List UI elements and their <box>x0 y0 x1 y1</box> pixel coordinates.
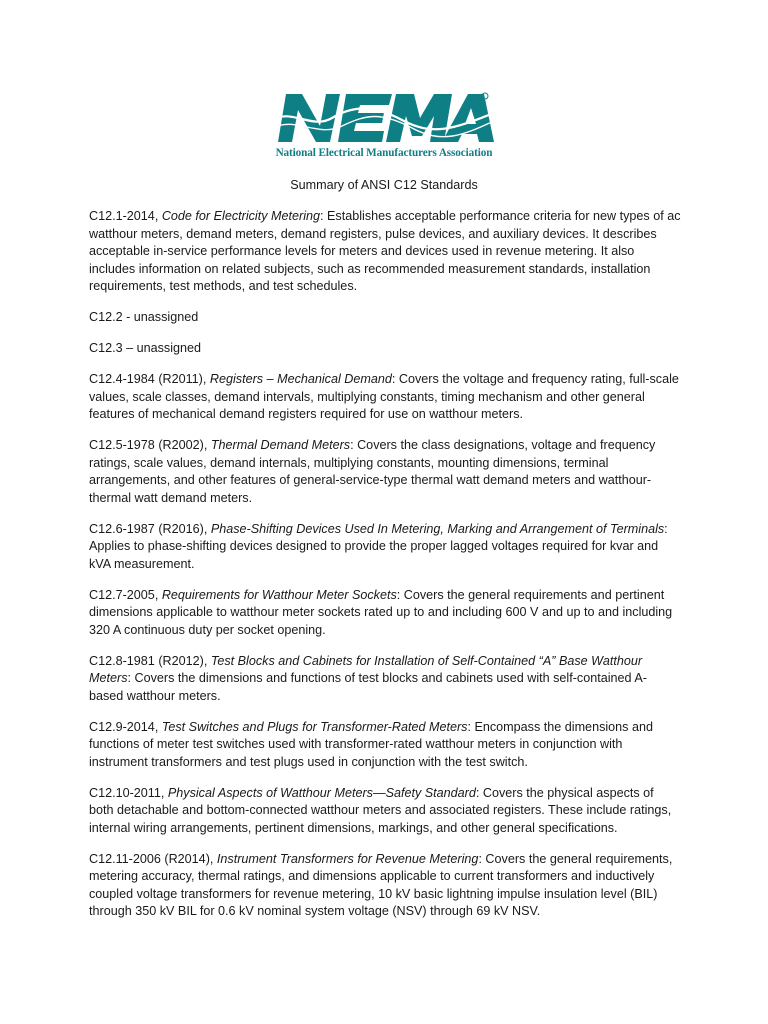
standard-description: : Establishes acceptable performance criteria for new types of ac watthour meters, demand meters, demand registers, pulse devices, and auxiliary devices. It describes acceptable in-service performance levels for meters and devices used in revenue metering. It also includes information on related subjects, such as recommended measurement standards, installation requirements, test methods, and test schedules. <box>89 209 681 293</box>
standard-description: : Applies to phase-shifting devices designed to provide the proper lagged voltages required for kvar and kVA measurement. <box>89 521 668 571</box>
standard-name: Test Switches and Plugs for Transformer-Rated Meters <box>161 719 468 734</box>
standard-entry <box>89 309 681 327</box>
standard-entry <box>89 208 681 296</box>
standards-list <box>89 208 681 934</box>
standard-description: : Covers the class designations, voltage and frequency ratings, scale values, demand internals, multiplying constants, mounting dimensions, terminal arrangements, and other features of general-service-type thermal watt demand meters and watthour-thermal watt demand meters. <box>89 438 656 505</box>
standard-description: : Covers the general requirements and pertinent dimensions applicable to watthour meter sockets rated up to and including 600 V and up to and including 320 A continuous duty per socket opening. <box>89 587 673 637</box>
standard-description: : Covers the dimensions and functions of test blocks and cabinets used with self-contained A-based watthour meters. <box>89 671 647 703</box>
standard-code: C12.4-1984 (R2011), <box>89 372 210 386</box>
standard-code: C12.3 – unassigned <box>89 341 202 355</box>
standard-code: C12.7-2005, <box>89 587 162 602</box>
standard-code: C12.1-2014, <box>89 209 162 223</box>
standard-code: C12.10-2011, <box>89 785 168 800</box>
standard-entry <box>89 719 681 772</box>
standard-code: C12.11-2006 (R2014), <box>89 851 217 866</box>
standard-entry <box>89 340 681 358</box>
standard-name: Test Blocks and Cabinets for Installation of Self-Contained “A” Base Watthour Meters <box>89 653 643 685</box>
standard-entry <box>89 785 681 838</box>
standard-description: : Covers the general requirements, metering accuracy, thermal ratings, and dimensions applicable to current transformers and inductively coupled voltage transformers for revenue metering, 10 kV basic lightning impulse insulation level (BIL) through 350 kV BIL for 0.6 kV nominal system voltage (NSV) through 69 kV NSV. <box>89 851 673 918</box>
standard-entry <box>89 851 681 921</box>
standard-description: : Covers the voltage and frequency rating, full-scale values, scale classes, demand intervals, multiplying constants, timing mechanism and other general features of mechanical demand registers required for use on watthour meters. <box>89 372 679 421</box>
standard-description: : Covers the physical aspects of both detachable and bottom-connected watthour meters and associated registers. These include ratings, internal wiring arrangements, pertinent dimensions, markings, and other general specifications. <box>89 785 672 835</box>
standard-entry <box>89 437 681 507</box>
standard-code: C12.5-1978 (R2002), <box>89 438 211 452</box>
standard-name: Requirements for Watthour Meter Sockets <box>161 587 397 602</box>
nema-wordmark-graphic <box>272 90 496 146</box>
standard-code: C12.9-2014, <box>89 719 162 734</box>
standard-name: Registers – Mechanical Demand <box>209 372 392 386</box>
standard-name: Instrument Transformers for Revenue Metering <box>216 851 479 866</box>
standard-name: Physical Aspects of Watthour Meters—Safety Standard <box>167 785 476 800</box>
logo-caption: National Electrical Manufacturers Association <box>275 147 493 159</box>
standard-name: Phase-Shifting Devices Used In Metering, Marking and Arrangement of Terminals <box>210 521 665 536</box>
standard-entry <box>89 521 681 574</box>
standard-entry <box>89 587 681 640</box>
standard-entry <box>89 653 681 706</box>
standard-description: : Encompass the dimensions and functions of meter test switches used with transformer-rated watthour meters in conjunction with instrument transformers and test plugs used in conjunction with the test switch. <box>89 719 653 769</box>
standard-code: C12.2 - unassigned <box>89 310 199 324</box>
standard-entry <box>89 371 681 424</box>
standard-name: Thermal Demand Meters <box>210 438 351 452</box>
document-title: Summary of ANSI C12 Standards <box>290 178 478 192</box>
standard-code: C12.8-1981 (R2012), <box>89 653 211 668</box>
standard-name: Code for Electricity Metering <box>161 209 321 223</box>
standard-code: C12.6-1987 (R2016), <box>89 521 211 536</box>
